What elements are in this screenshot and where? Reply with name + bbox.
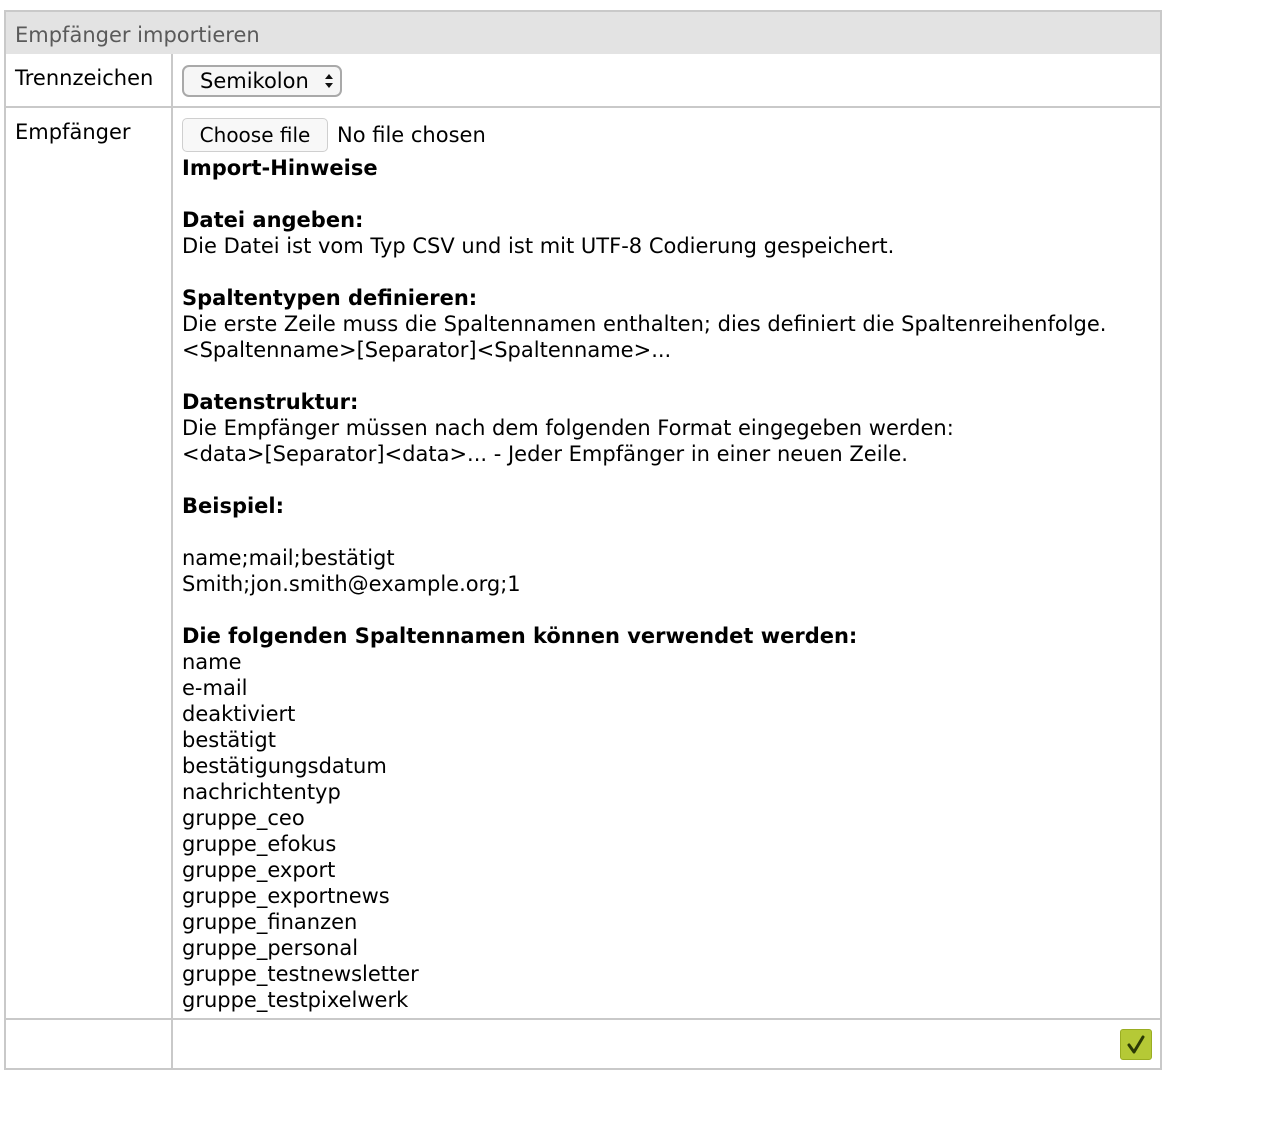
import-hints (182, 155, 1157, 1013)
recipients-label: Empfänger (15, 120, 131, 144)
example-heading: Beispiel: (182, 494, 285, 518)
divider (6, 106, 1160, 108)
hint-heading: Spaltentypen definieren: (182, 286, 478, 310)
column-name: gruppe_export (182, 858, 336, 882)
column-name: gruppe_ceo (182, 806, 305, 830)
hint-section (182, 285, 1157, 363)
example-section (182, 493, 1157, 519)
hint-line: <Spaltenname>[Separator]<Spaltenname>... (182, 338, 672, 362)
hint-heading: Datenstruktur: (182, 390, 359, 414)
column-name: e-mail (182, 676, 248, 700)
columns-heading: Die folgenden Spaltennamen können verwendet werden: (182, 624, 858, 648)
choose-file-button[interactable]: Choose file (182, 118, 328, 152)
checkmark-icon (1121, 1030, 1151, 1059)
column-name: nachrichtentyp (182, 780, 341, 804)
example-line: Smith;jon.smith@example.org;1 (182, 572, 521, 596)
hint-section (182, 207, 1157, 259)
separator-select[interactable] (182, 65, 342, 97)
submit-button[interactable] (1120, 1029, 1152, 1060)
column-name: gruppe_testpixelwerk (182, 988, 409, 1012)
columns-section (182, 623, 1157, 1013)
file-status: No file chosen (337, 123, 486, 147)
column-name: gruppe_exportnews (182, 884, 390, 908)
hint-line: Die erste Zeile muss die Spaltennamen enthalten; dies definiert die Spaltenreihenfolge. (182, 312, 1107, 336)
hint-line: Die Datei ist vom Typ CSV und ist mit UTF-8 Codierung gespeichert. (182, 234, 895, 258)
import-form (4, 10, 1162, 1070)
example-code (182, 545, 1157, 597)
separator-label: Trennzeichen (15, 66, 154, 90)
column-name: name (182, 650, 242, 674)
column-name: bestätigungsdatum (182, 754, 387, 778)
column-name: gruppe_finanzen (182, 910, 358, 934)
column-name: gruppe_personal (182, 936, 359, 960)
column-name: gruppe_testnewsletter (182, 962, 419, 986)
column-name: gruppe_efokus (182, 832, 337, 856)
form-title: Empfänger importieren (6, 12, 1160, 54)
divider (6, 1018, 1160, 1020)
hints-title: Import-Hinweise (182, 156, 378, 180)
column-divider (171, 54, 173, 1068)
hint-section (182, 389, 1157, 467)
column-name: deaktiviert (182, 702, 296, 726)
hint-heading: Datei angeben: (182, 208, 364, 232)
example-line: name;mail;bestätigt (182, 546, 395, 570)
column-name: bestätigt (182, 728, 276, 752)
select-arrows-icon (324, 71, 334, 91)
hint-line: Die Empfänger müssen nach dem folgenden Format eingegeben werden: (182, 416, 954, 440)
separator-selected-value: Semikolon (200, 69, 309, 93)
hint-line: <data>[Separator]<data>... - Jeder Empfänger in einer neuen Zeile. (182, 442, 908, 466)
